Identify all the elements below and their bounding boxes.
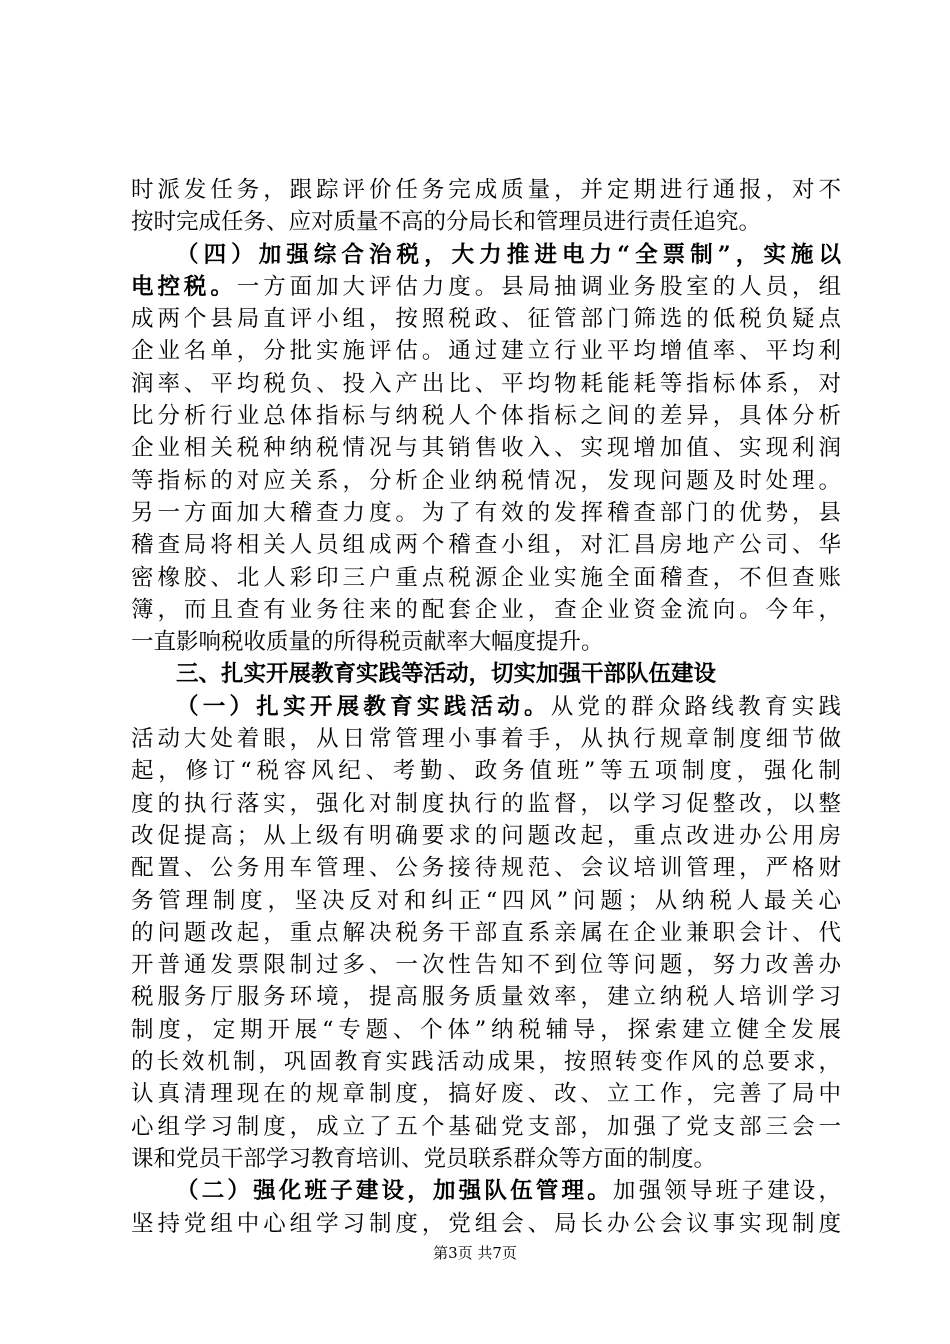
text-line [131, 1078, 841, 1110]
text-line [131, 271, 841, 303]
text-segment: 润率、平均税负、投入产出比、平均物耗能耗等指标体系，对 [131, 370, 841, 397]
text-segment: 从党的群众路线教育实践 [550, 693, 841, 720]
text-segment: 时派发任务，跟踪评价任务完成质量，并定期进行通报，对不 [131, 177, 841, 203]
text-segment: 认真清理现在的规章制度，搞好废、改、立工作，完善了局中 [131, 1081, 841, 1108]
text-segment: 的长效机制，巩固教育实践活动成果，按照转变作风的总要求， [131, 1049, 841, 1076]
text-segment: 制度，定期开展“专题、个体”纳税辅导，探索建立健全发展 [131, 1016, 841, 1043]
text-line [131, 303, 841, 335]
text-segment: 密橡胶、北人彩印三户重点税源企业实施全面稽查，不但查账 [131, 564, 841, 591]
text-segment: 另一方面加大稽查力度。为了有效的发挥稽查部门的优势，县 [131, 499, 841, 526]
text-segment: 坚持党组中心组学习制度，党组会、局长办公会议事实现制度 [131, 1210, 841, 1237]
bold-text-segment: （二）强化班子建设，加强队伍管理。 [176, 1178, 613, 1205]
text-segment: 开普通发票限制过多、一次性告知不到位等问题，努力改善办 [131, 952, 841, 979]
text-line [131, 723, 841, 755]
text-line [131, 239, 841, 271]
text-segment: 加强领导班子建设， [612, 1178, 841, 1205]
text-segment: 课和党员干部学习教育培训、党员联系群众等方面的制度。 [131, 1145, 717, 1172]
text-segment: 一直影响税收质量的所得税贡献率大幅度提升。 [131, 629, 604, 656]
bold-text-segment: （四）加强综合治税，大力推进电力“全票制”，实施以 [176, 241, 841, 268]
text-line [131, 1208, 841, 1240]
text-line [131, 917, 841, 949]
text-line [131, 1014, 841, 1046]
text-line [131, 788, 841, 820]
text-line [131, 465, 841, 497]
text-line [131, 174, 841, 206]
text-segment: 成两个县局直评小组，按照税政、征管部门筛选的低税负疑点 [131, 306, 841, 333]
text-line [131, 529, 841, 561]
text-segment: 企业相关税种纳税情况与其销售收入、实现增加值、实现利润 [131, 435, 841, 462]
text-segment: 稽查局将相关人员组成两个稽查小组，对汇昌房地产公司、华 [131, 532, 841, 559]
text-line [131, 1046, 841, 1078]
text-segment: 起，修订“税容风纪、考勤、政务值班”等五项制度，强化制 [131, 758, 841, 785]
text-line [131, 400, 841, 432]
text-line [131, 368, 841, 400]
text-segment: 等指标的对应关系，分析企业纳税情况，发现问题及时处理。 [131, 467, 841, 494]
bold-text-segment: 电控税。 [131, 273, 237, 300]
text-line [131, 949, 841, 981]
text-line [131, 885, 841, 917]
text-line [131, 432, 841, 464]
text-line [131, 820, 841, 852]
page-footer: 第3页 共7页 [433, 1244, 517, 1262]
body-text [131, 174, 841, 1240]
text-line [131, 335, 841, 367]
text-segment: 的问题改起，重点解决税务干部直系亲属在企业兼职会计、代 [131, 919, 841, 946]
text-segment: 按时完成任务、应对质量不高的分局长和管理员进行责任追究。 [131, 209, 762, 236]
text-line [131, 658, 841, 690]
bold-text-segment: （一）扎实开展教育实践活动。 [176, 693, 551, 720]
text-segment: 心组学习制度，成立了五个基础党支部，加强了党支部三会一 [131, 1113, 841, 1140]
text-segment: 活动大处着眼，从日常管理小事着手，从执行规章制度细节做 [131, 726, 841, 753]
text-segment: 度的执行落实，强化对制度执行的监督，以学习促整改，以整 [131, 790, 841, 817]
text-segment: 税服务厅服务环境，提高服务质量效率，建立纳税人培训学习 [131, 984, 841, 1011]
text-line [131, 562, 841, 594]
text-segment: 务管理制度，坚决反对和纠正“四风”问题；从纳税人最关心 [131, 887, 841, 914]
text-segment: 改促提高；从上级有明确要求的问题改起，重点改进办公用房 [131, 822, 841, 849]
text-line [131, 594, 841, 626]
text-line [131, 1111, 841, 1143]
text-line [131, 497, 841, 529]
text-segment: 企业名单，分批实施评估。通过建立行业平均增值率、平均利 [131, 338, 841, 365]
text-segment: 一方面加大评估力度。县局抽调业务股室的人员，组 [236, 273, 841, 300]
text-line [131, 1175, 841, 1207]
text-line [131, 626, 841, 658]
text-segment: 簿，而且查有业务往来的配套企业，查企业资金流向。今年， [131, 596, 841, 623]
text-line [131, 755, 841, 787]
text-line [131, 206, 841, 238]
text-line [131, 1143, 841, 1175]
text-line [131, 691, 841, 723]
bold-text-segment: 三、扎实开展教育实践等活动，切实加强干部队伍建设 [176, 661, 717, 688]
text-segment: 配置、公务用车管理、公务接待规范、会议培训管理，严格财 [131, 855, 841, 882]
text-segment: 比分析行业总体指标与纳税人个体指标之间的差异，具体分析 [131, 403, 841, 430]
text-line [131, 981, 841, 1013]
text-line [131, 852, 841, 884]
